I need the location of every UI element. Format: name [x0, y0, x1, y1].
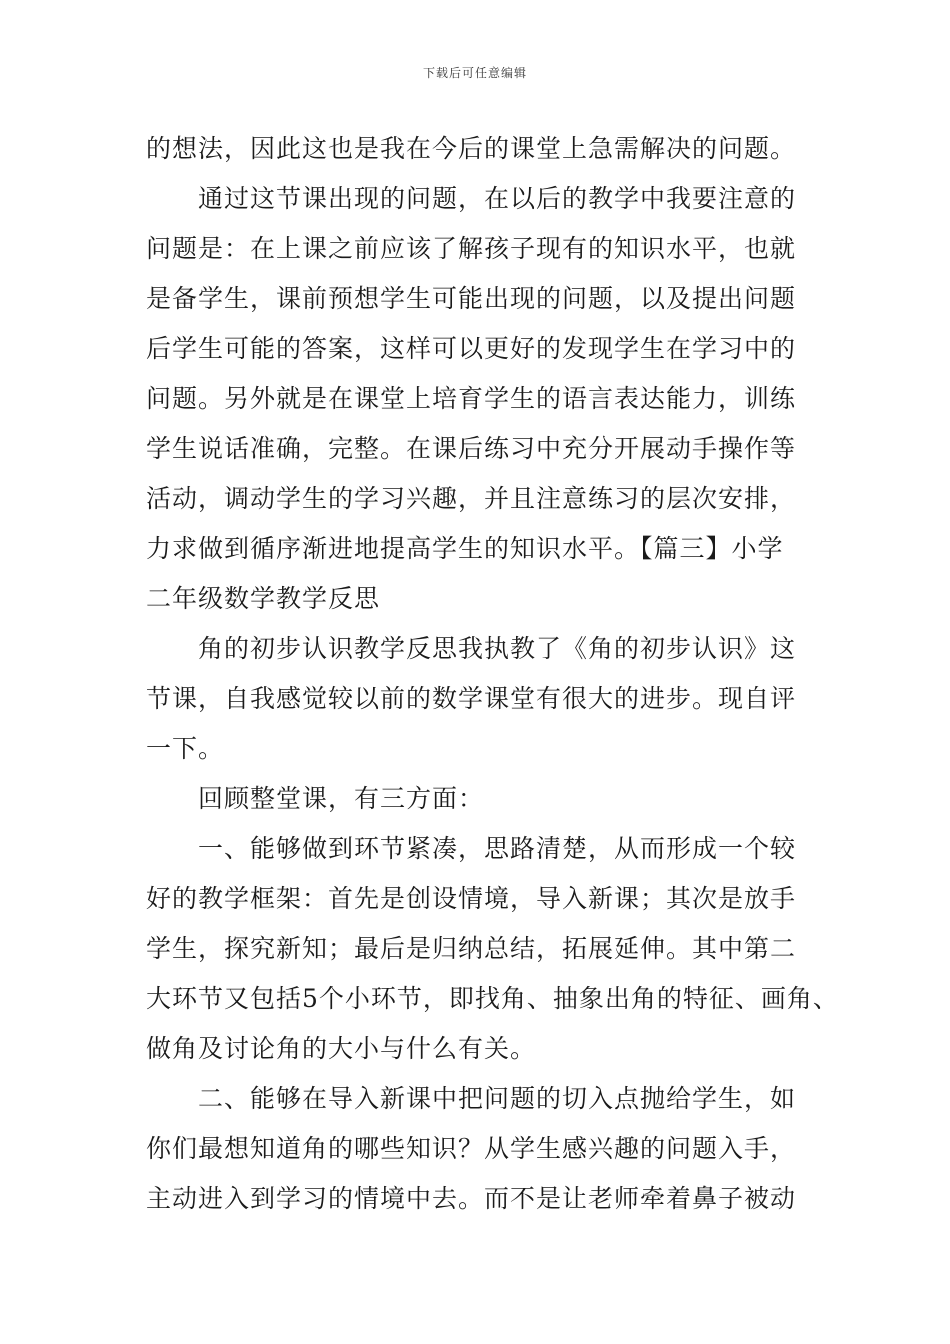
header-note: 下载后可任意编辑 — [422, 66, 527, 80]
text-line: 学生，探究新知；最后是归纳总结，拓展延伸。其中第二 — [146, 934, 797, 963]
text-line: 主动进入到学习的情境中去。而不是让老师牵着鼻子被动 — [146, 1184, 797, 1213]
text-line: 是备学生，课前预想学生可能出现的问题，以及提出问题 — [146, 284, 797, 313]
document-body — [146, 124, 839, 1224]
text-line: 角的初步认识教学反思我执教了《角的初步认识》这 — [198, 634, 797, 663]
text-line: 节课，自我感觉较以前的数学课堂有很大的进步。现自评 — [146, 684, 797, 713]
text-line: 力求做到循序渐进地提高学生的知识水平。【篇三】小学 — [146, 534, 784, 563]
text-line: 学生说话准确，完整。在课后练习中充分开展动手操作等 — [146, 434, 797, 463]
text-line: 通过这节课出现的问题，在以后的教学中我要注意的 — [198, 184, 797, 213]
text-line: 你们最想知道角的哪些知识？从学生感兴趣的问题入手， — [146, 1134, 797, 1163]
text-line: 一、能够做到环节紧凑，思路清楚，从而形成一个较 — [198, 834, 797, 863]
text-line: 一下。 — [146, 734, 225, 763]
text-line: 大环节又包括5个小环节，即找角、抽象出角的特征、画角、 — [146, 984, 839, 1013]
text-line: 问题是：在上课之前应该了解孩子现有的知识水平，也就 — [146, 234, 797, 263]
text-line: 后学生可能的答案，这样可以更好的发现学生在学习中的 — [146, 334, 797, 363]
text-line: 二、能够在导入新课中把问题的切入点抛给学生，如 — [198, 1084, 797, 1113]
text-line: 做角及讨论角的大小与什么有关。 — [146, 1034, 537, 1063]
text-line: 问题。另外就是在课堂上培育学生的语言表达能力，训练 — [146, 384, 797, 413]
text-line: 二年级数学教学反思 — [146, 584, 381, 613]
text-line: 的想法，因此这也是我在今后的课堂上急需解决的问题。 — [146, 134, 797, 163]
text-line: 活动，调动学生的学习兴趣，并且注意练习的层次安排， — [146, 484, 797, 513]
text-line: 回顾整堂课，有三方面： — [198, 784, 485, 813]
text-line: 好的教学框架：首先是创设情境，导入新课；其次是放手 — [146, 884, 797, 913]
